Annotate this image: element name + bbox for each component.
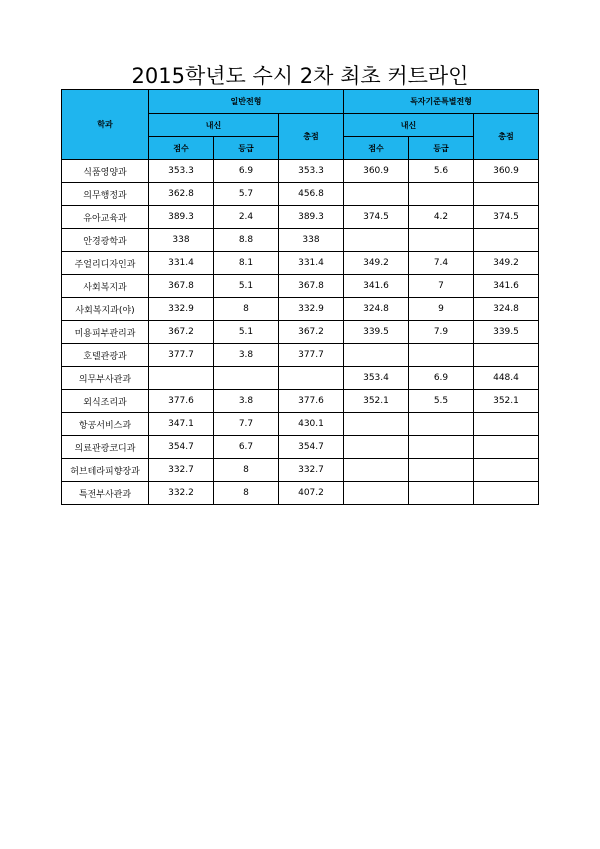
special-grade-cell: 5.5 [409,390,474,413]
general-total-cell: 338 [279,229,344,252]
special-score-cell: 360.9 [344,160,409,183]
special-score-cell [344,344,409,367]
header-general-grade: 등급 [214,137,279,160]
special-score-cell [344,183,409,206]
cutline-table [61,89,539,505]
special-score-cell: 341.6 [344,275,409,298]
header-general-naesin: 내신 [149,114,279,137]
dept-cell: 사회복지과(야) [62,298,149,321]
table-row [62,436,539,459]
general-score-cell: 377.6 [149,390,214,413]
dept-cell: 특전부사관과 [62,482,149,505]
general-score-cell: 377.7 [149,344,214,367]
header-special-total: 총점 [474,114,539,160]
special-score-cell [344,413,409,436]
special-total-cell: 448.4 [474,367,539,390]
general-grade-cell: 5.7 [214,183,279,206]
general-grade-cell: 7.7 [214,413,279,436]
general-grade-cell: 3.8 [214,390,279,413]
special-total-cell: 374.5 [474,206,539,229]
general-score-cell: 331.4 [149,252,214,275]
general-total-cell: 332.9 [279,298,344,321]
general-total-cell: 353.3 [279,160,344,183]
table-row [62,298,539,321]
general-score-cell: 332.7 [149,459,214,482]
general-grade-cell: 3.8 [214,344,279,367]
dept-cell: 호텔관광과 [62,344,149,367]
special-grade-cell: 6.9 [409,367,474,390]
dept-cell: 안경광학과 [62,229,149,252]
special-total-cell [474,413,539,436]
special-total-cell [474,436,539,459]
special-total-cell: 352.1 [474,390,539,413]
general-total-cell: 389.3 [279,206,344,229]
table-row [62,206,539,229]
general-score-cell [149,367,214,390]
special-score-cell: 339.5 [344,321,409,344]
special-grade-cell [409,413,474,436]
general-total-cell: 430.1 [279,413,344,436]
table-row [62,321,539,344]
general-score-cell: 338 [149,229,214,252]
header-general: 일반전형 [149,90,344,114]
general-total-cell: 332.7 [279,459,344,482]
special-grade-cell: 7.9 [409,321,474,344]
table-row [62,367,539,390]
table-row [62,413,539,436]
special-score-cell [344,482,409,505]
header-general-total: 총점 [279,114,344,160]
general-total-cell: 407.2 [279,482,344,505]
special-grade-cell [409,482,474,505]
header-special-grade: 등급 [409,137,474,160]
special-score-cell: 349.2 [344,252,409,275]
special-total-cell [474,459,539,482]
dept-cell: 식품영양과 [62,160,149,183]
header-special: 독자기준특별전형 [344,90,539,114]
general-total-cell: 456.8 [279,183,344,206]
special-grade-cell: 7 [409,275,474,298]
page-title: 2015학년도 수시 2차 최초 커트라인 [131,64,469,88]
table-row [62,390,539,413]
general-grade-cell: 2.4 [214,206,279,229]
general-score-cell: 332.9 [149,298,214,321]
header-special-naesin: 내신 [344,114,474,137]
general-total-cell: 367.2 [279,321,344,344]
general-total-cell: 367.8 [279,275,344,298]
general-grade-cell: 8.1 [214,252,279,275]
dept-cell: 의무부사관과 [62,367,149,390]
special-score-cell: 374.5 [344,206,409,229]
special-score-cell [344,436,409,459]
table-row [62,229,539,252]
table-row [62,183,539,206]
dept-cell: 유아교육과 [62,206,149,229]
special-total-cell: 324.8 [474,298,539,321]
general-grade-cell: 5.1 [214,321,279,344]
general-score-cell: 347.1 [149,413,214,436]
header-general-score: 점수 [149,137,214,160]
table-body [62,160,539,505]
general-grade-cell [214,367,279,390]
general-score-cell: 389.3 [149,206,214,229]
header-special-score: 점수 [344,137,409,160]
special-grade-cell: 9 [409,298,474,321]
general-score-cell: 354.7 [149,436,214,459]
general-grade-cell: 6.7 [214,436,279,459]
general-score-cell: 353.3 [149,160,214,183]
special-grade-cell: 4.2 [409,206,474,229]
general-total-cell: 377.7 [279,344,344,367]
dept-cell: 주얼리디자인과 [62,252,149,275]
general-grade-cell: 8 [214,298,279,321]
general-score-cell: 332.2 [149,482,214,505]
general-total-cell: 377.6 [279,390,344,413]
general-grade-cell: 8.8 [214,229,279,252]
special-grade-cell [409,436,474,459]
general-score-cell: 367.2 [149,321,214,344]
special-total-cell [474,229,539,252]
general-grade-cell: 8 [214,459,279,482]
dept-cell: 미용피부관리과 [62,321,149,344]
general-score-cell: 362.8 [149,183,214,206]
dept-cell: 외식조리과 [62,390,149,413]
general-total-cell [279,367,344,390]
special-grade-cell: 7.4 [409,252,474,275]
special-score-cell: 324.8 [344,298,409,321]
table-row [62,344,539,367]
special-score-cell [344,229,409,252]
table-row [62,459,539,482]
special-total-cell [474,482,539,505]
dept-cell: 항공서비스과 [62,413,149,436]
header-dept: 학과 [62,90,149,160]
special-score-cell: 352.1 [344,390,409,413]
special-total-cell: 360.9 [474,160,539,183]
general-grade-cell: 8 [214,482,279,505]
general-grade-cell: 5.1 [214,275,279,298]
special-grade-cell: 5.6 [409,160,474,183]
general-score-cell: 367.8 [149,275,214,298]
special-grade-cell [409,459,474,482]
dept-cell: 의료관광코디과 [62,436,149,459]
dept-cell: 사회복지과 [62,275,149,298]
special-score-cell [344,459,409,482]
special-total-cell [474,183,539,206]
general-total-cell: 331.4 [279,252,344,275]
special-grade-cell [409,229,474,252]
special-score-cell: 353.4 [344,367,409,390]
special-total-cell: 349.2 [474,252,539,275]
special-total-cell: 341.6 [474,275,539,298]
table-row [62,275,539,298]
special-grade-cell [409,183,474,206]
table-row [62,482,539,505]
table-row [62,252,539,275]
special-total-cell: 339.5 [474,321,539,344]
general-grade-cell: 6.9 [214,160,279,183]
general-total-cell: 354.7 [279,436,344,459]
dept-cell: 허브테라피향장과 [62,459,149,482]
table-row [62,160,539,183]
special-grade-cell [409,344,474,367]
special-total-cell [474,344,539,367]
dept-cell: 의무행정과 [62,183,149,206]
